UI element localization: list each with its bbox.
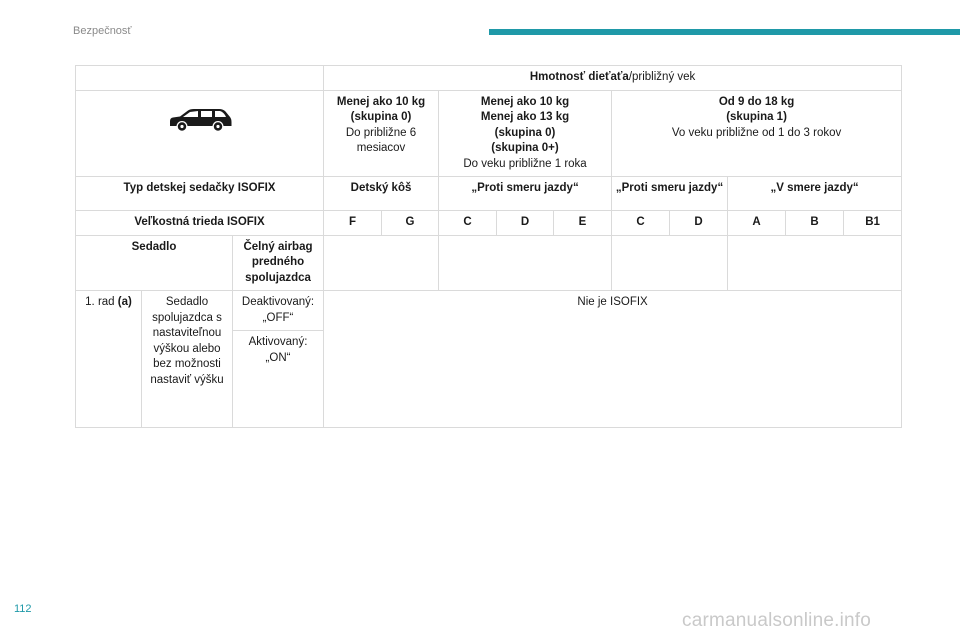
empty-cell [324,235,439,291]
airbag-label: Čelný airbag predného spolujazdca [233,235,324,291]
size-class-cell: E [554,211,612,236]
group0-cell: Menej ako 10 kg (skupina 0) Do približne 6 mesiacov [324,90,439,177]
section-title: Bezpečnosť [73,25,132,37]
size-class-cell: D [670,211,728,236]
size-class-cell: G [382,211,439,236]
rear-facing-cell-1: „Proti smeru jazdy“ [439,177,612,211]
isofix-table [75,65,902,428]
forward-facing-cell: „V smere jazdy“ [728,177,902,211]
size-class-cell: B1 [844,211,902,236]
seat-label: Sedadlo [76,235,233,291]
watermark: carmanualsonline.info [682,610,872,631]
group0plus-cell: Menej ako 10 kg Menej ako 13 kg (skupina 0) (skupina 0+) Do veku približne 1 roka [439,90,612,177]
empty-cell [612,235,728,291]
accent-bar [489,29,960,35]
car-icon-cell [76,90,324,177]
size-class-cell: C [612,211,670,236]
size-class-cell: F [324,211,382,236]
blank-cell [76,66,324,91]
empty-cell [439,235,612,291]
car-icon [167,107,233,133]
weight-header: Hmotnosť dieťaťa/približný vek [324,66,902,91]
not-isofix-cell: Nie je ISOFIX [324,291,902,428]
size-class-cell: C [439,211,497,236]
carrycot-cell: Detský kôš [324,177,439,211]
size-class-cell: B [786,211,844,236]
passenger-seat-description: Sedadlo spolujazdca s nastaviteľnou výškou alebo bez možnosti nastaviť výšku [142,291,233,428]
size-class-label: Veľkostná trieda ISOFIX [76,211,324,236]
empty-cell [728,235,902,291]
page-number: 112 [14,603,32,615]
size-class-cell: A [728,211,786,236]
rear-facing-cell-2: „Proti smeru jazdy“ [612,177,728,211]
size-class-cell: D [497,211,554,236]
airbag-off-cell: Deaktivovaný: „OFF“ [233,291,324,331]
seat-type-label: Typ detskej sedačky ISOFIX [76,177,324,211]
row-1-label: 1. rad (a) [76,291,142,428]
group1-cell: Od 9 do 18 kg (skupina 1) Vo veku približne od 1 do 3 rokov [612,90,902,177]
airbag-on-cell: Aktivovaný: „ON“ [233,331,324,428]
